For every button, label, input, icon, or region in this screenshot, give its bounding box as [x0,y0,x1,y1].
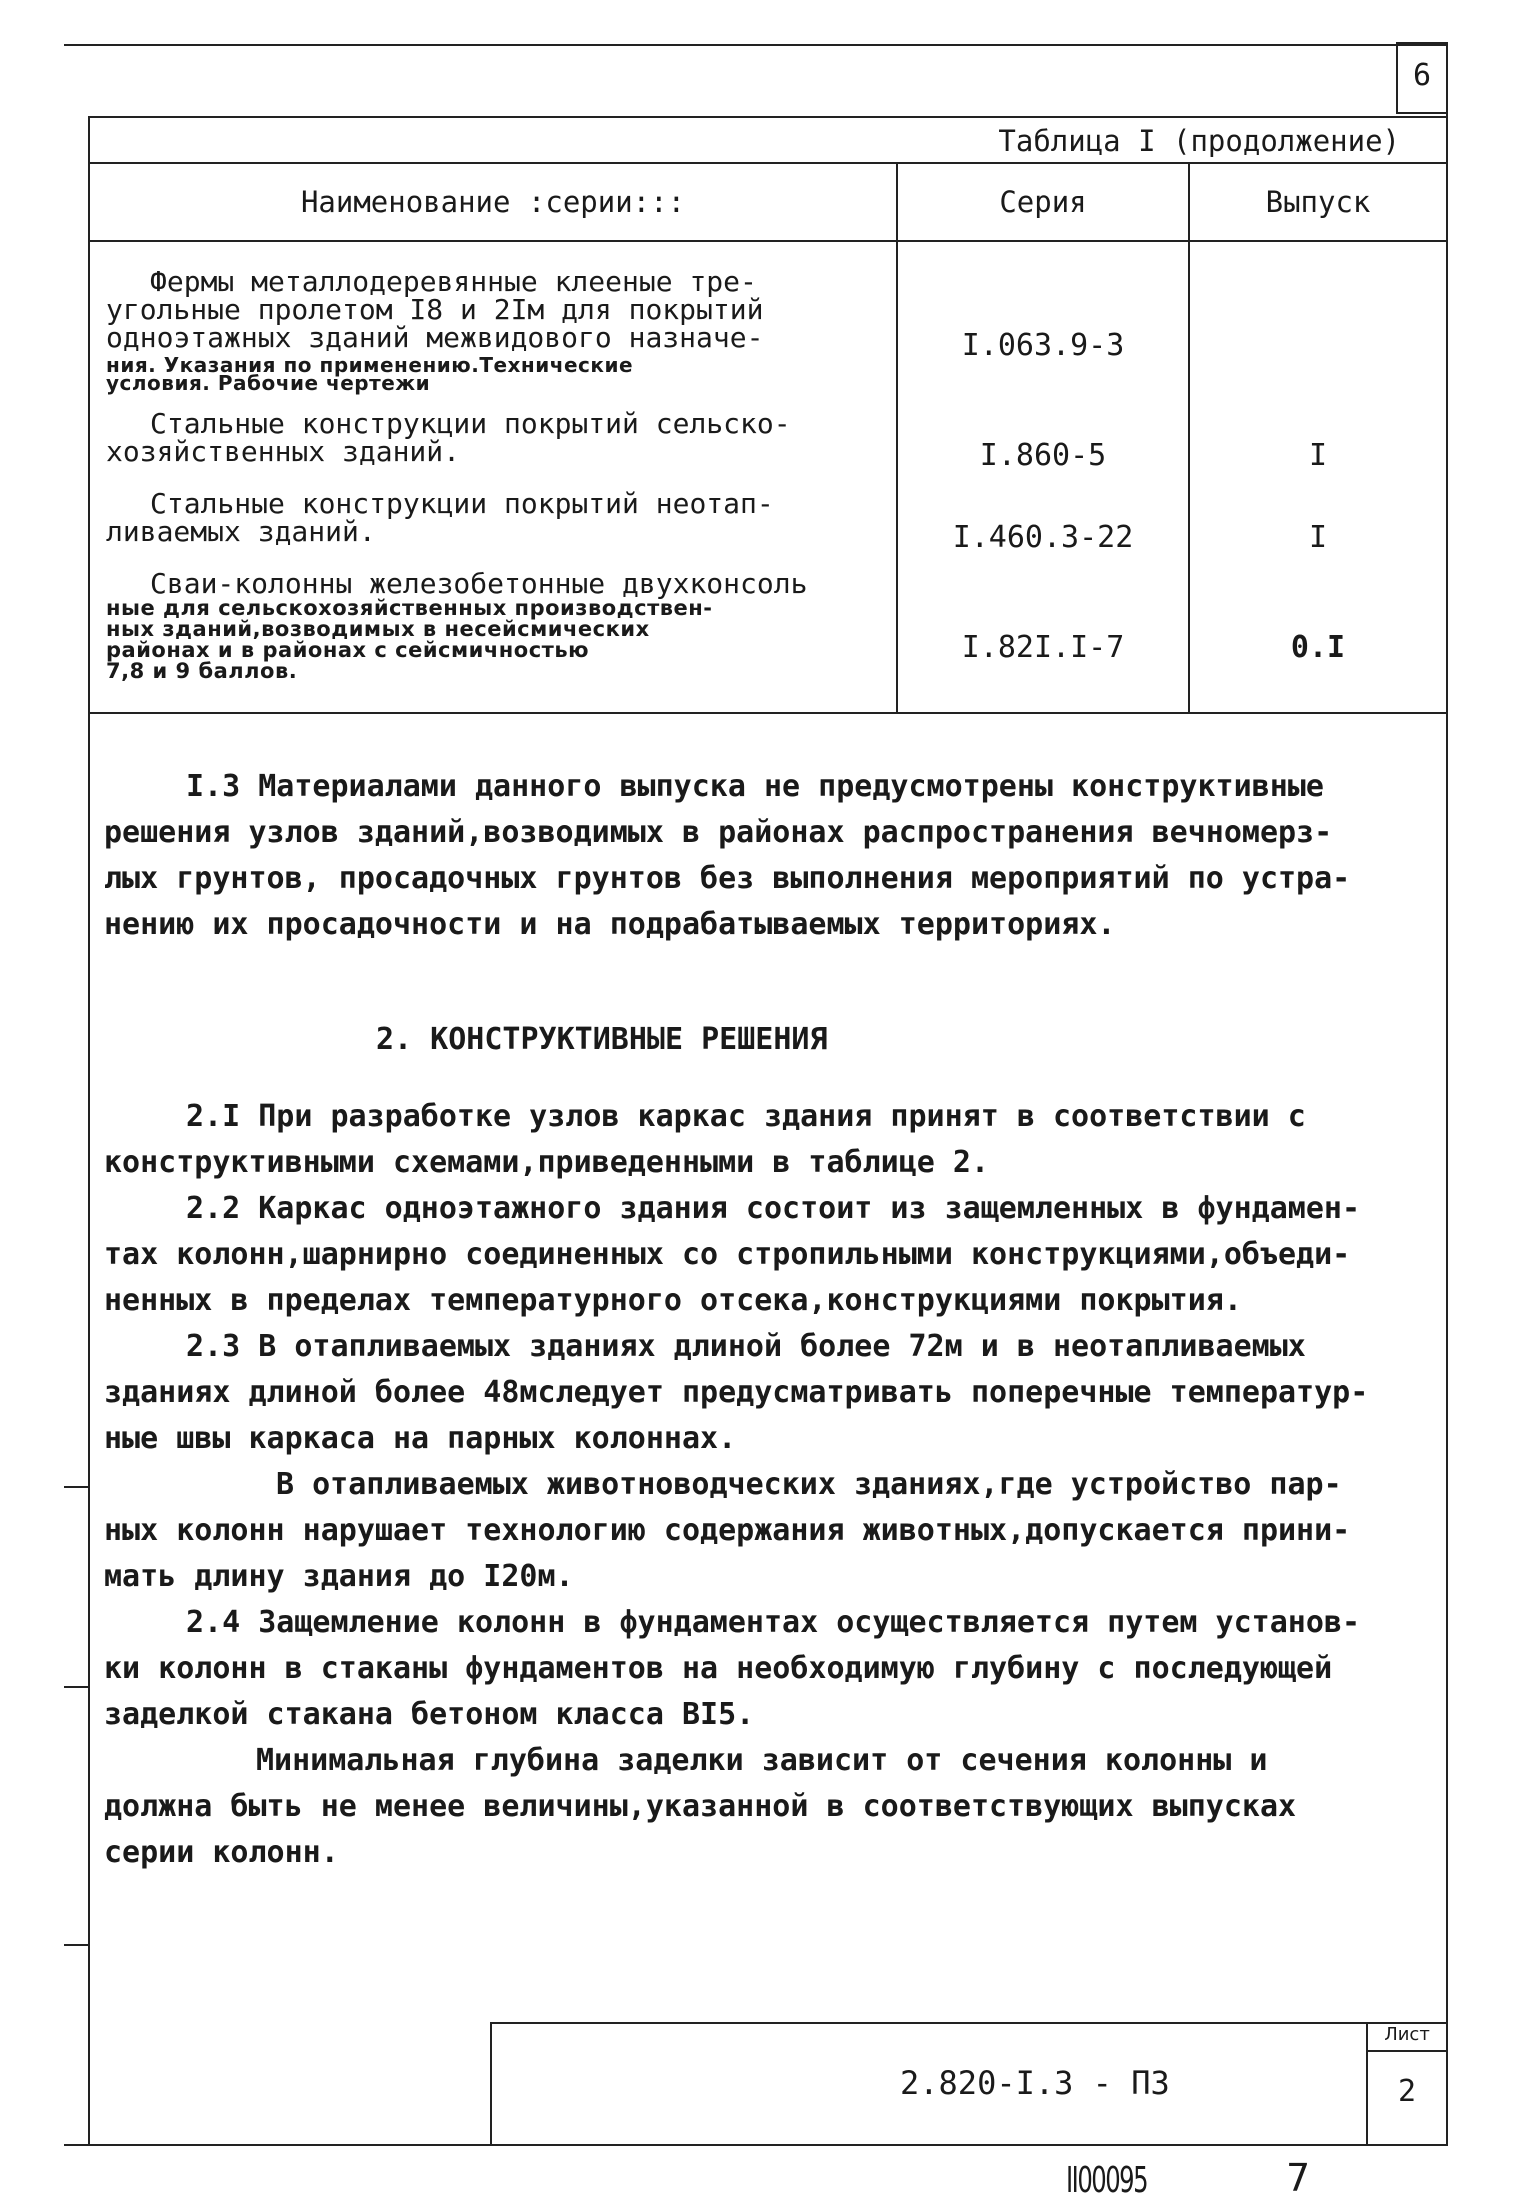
frame-left-border [88,116,90,2146]
table-header-name: Наименование :серии::: [300,185,686,219]
sheet-label: Лист [1384,2024,1430,2045]
paragraph-1-3: I.3 Материалами данного выпуска не предусмотрены конструктивные решения узлов зданий,возводимых в районах распространения вечномерз- лых грунтов, просадочных грунтов без выполнения мероприятий по устра- нению их просадочности и на подрабатываемых территориях. [104,769,1351,942]
top-border [64,44,1446,46]
paragraph-2-2: 2.2 Каркас одноэтажного здания состоит из защемленных в фундамен- тах колонн,шарнирно соединенных со стропильными конструкциями,объеди- ненных в пределах температурного отсека,конструкциями покрытия. [104,1191,1360,1318]
stamp-top-border [490,2022,1446,2024]
table-row-series: I.460.3-22 [952,520,1134,555]
stamp-left-border [490,2022,492,2146]
paragraph-2-1: 2.I При разработке узлов каркас здания принят в соответствии с конструктивными схемами,приведенными в таблице 2. [104,1099,1306,1180]
document-code: 2.820-I.3 - ПЗ [900,2064,1170,2102]
table-bottom-border [88,712,1446,714]
paragraph-2-4: 2.4 Защемление колонн в фундаментах осуществляется путем установ- ки колонн в стаканы фундаментов на необходимую глубину с последующей заделкой стакана бетоном класса BI5. [104,1605,1360,1732]
margin-tick [64,1486,88,1488]
table-row-name: Стальные конструкции покрытий сельско- хозяйственных зданий. [106,407,791,468]
frame-top-border [88,116,1446,118]
frame-right-border [1446,44,1448,2146]
inventory-number: II00095 [1066,2160,1148,2201]
paragraph-2-3: 2.3 В отапливаемых зданиях длиной более 72м и в неотапливаемых зданиях длиной более 48мследует предусматривать поперечные температур- ные швы каркаса на парных колоннах. [104,1329,1369,1456]
table-row-series: I.860-5 [979,438,1107,473]
table-row-name: Сваи-колонны железобетонные двухконсоль ные для сельскохозяйственных производствен- ных зданий,возводимых в несейсмических районах и в районах с сейсмичностью 7,8 и 9 баллов. [106,567,808,683]
table-row-series: I.063.9-3 [961,328,1125,363]
table-caption: Таблица I (продолжение) [998,124,1400,158]
frame-bottom-border [64,2144,1448,2146]
table-row-issue: 0.I [1290,630,1346,665]
page-number: 6 [1412,58,1432,93]
paragraph-2-4-continued: Минимальная глубина заделки зависит от сечения колонны и должна быть не менее величины,указанной в соответствующих выпусках серии колонн. [104,1743,1297,1870]
margin-tick [64,1686,88,1688]
table-row-issue: I [1308,438,1328,473]
table-header-bottom [88,240,1446,242]
table-row-name: Фермы металлодеревянные клееные тре- угольные пролетом I8 и 2Iм для покрытий одноэтажных зданий межвидового назначе- ния. Указания по применению.Технические условия. Рабочие чертежи [106,265,764,395]
table-header-series: Серия [999,185,1087,219]
section-heading: 2. КОНСТРУКТИВНЫЕ РЕШЕНИЯ [376,1022,828,1057]
table-row-series: I.82I.I-7 [961,630,1125,665]
paragraph-2-3-continued: В отапливаемых животноводческих зданиях,где устройство пар- ных колонн нарушает технологию содержания животных,допускается прини- мать длину здания до I20м. [104,1467,1351,1594]
table-row-name: Стальные конструкции покрытий неотап- ливаемых зданий. [106,487,774,548]
margin-tick [64,1944,88,1946]
stamp-sheet-label-divider [1366,2050,1446,2052]
sheet-number: 2 [1397,2074,1417,2109]
footer-number: 7 [1286,2156,1311,2200]
table-header-issue: Выпуск [1265,185,1371,219]
table-row-issue: I [1308,520,1328,555]
